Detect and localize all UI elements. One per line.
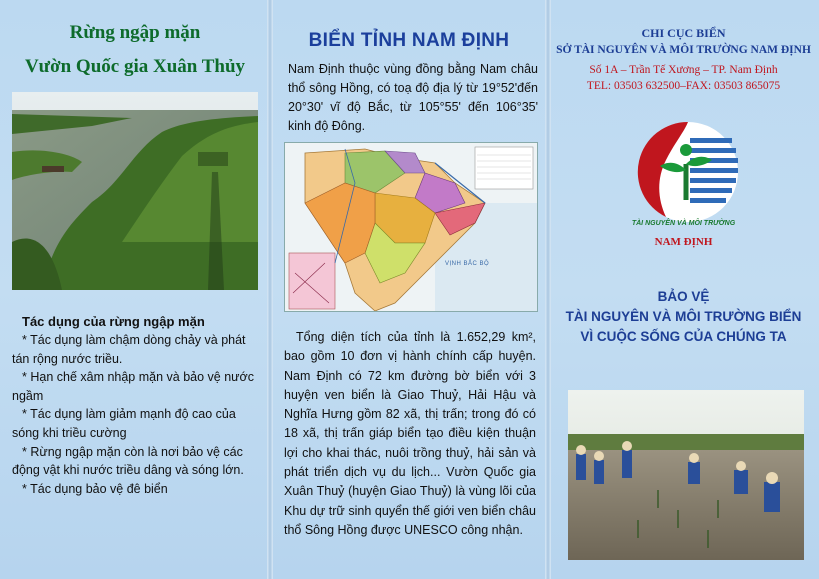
logo-caption: TÀI NGUYÊN VÀ MÔI TRƯỜNG xyxy=(631,220,736,227)
benefit-item: * Rừng ngập mặn còn là nơi bảo vệ các động vật khi nước triều dâng và sóng lớn. xyxy=(12,444,244,478)
panel1-title-line1: Rừng ngập mặn xyxy=(69,22,201,43)
province-map xyxy=(284,142,538,312)
benefit-item: * Tác dụng bảo vệ đê biển xyxy=(22,481,168,496)
org-address: Số 1A – Trần Tế Xương – TP. Nam Định xyxy=(589,64,778,76)
benefits-list xyxy=(12,331,260,498)
benefits-title: Tác dụng của rừng ngập mặn xyxy=(22,314,205,329)
panel1-title-line2: Vườn Quốc gia Xuân Thủy xyxy=(24,56,246,77)
org-name-line1: CHI CỤC BIỂN xyxy=(641,26,726,40)
slogan-line3: VÌ CUỘC SỐNG CỦA CHÚNG TA xyxy=(580,329,787,344)
slogan-line2: TÀI NGUYÊN VÀ MÔI TRƯỜNG BIỂN xyxy=(565,309,802,324)
panel-cover xyxy=(548,0,819,579)
panel-nam-dinh-sea xyxy=(270,0,548,579)
panel2-heading: BIỂN TỈNH NAM ĐỊNH xyxy=(308,30,510,51)
fold-line xyxy=(267,0,273,579)
logo-place: NAM ĐỊNH xyxy=(654,236,713,248)
benefit-item: * Hạn chế xâm nhập mặn và bảo vệ nước ngầm xyxy=(12,370,254,403)
org-name-line2: SỞ TÀI NGUYÊN VÀ MÔI TRƯỜNG NAM ĐỊNH xyxy=(556,44,811,56)
slogan-line1: BẢO VỆ xyxy=(657,289,710,304)
benefit-item: * Tác dụng làm giảm mạnh độ cao của sóng khi triều cường xyxy=(12,407,236,440)
panel2-body: Tổng diện tích của tỉnh là 1.652,29 km², bao gồm 10 đơn vị hành chính cấp huyện. Nam Định có 72 km đường bờ biển với 3 huyện ven biển là Giao Thuỷ, Hải Hậu và Nghĩa Hưng gồm 82 xã, thị trấn; trong đó có 18 xã, thị trấn giáp biển tạo điều kiện thuận lợi cho khai thác, nuôi trồng thuỷ, hải sản và phát triển dịch vụ du lịch... Vườn Quốc gia Xuân Thuỷ (huyện Giao Thuỷ) là vùng lõi của Khu dự trữ sinh quyển thế giới ven biển châu thổ Sông Hồng được UNESCO công nhận. xyxy=(284,330,536,537)
department-logo-icon xyxy=(636,120,740,224)
map-sea-label: VỊNH BẮC BỘ xyxy=(445,261,490,267)
org-phone-fax: TEL: 03503 632500–FAX: 03503 865075 xyxy=(586,80,781,92)
mangrove-planting-photo xyxy=(568,390,804,560)
slogan xyxy=(548,287,819,347)
panel2-intro: Nam Định thuộc vùng đồng bằng Nam châu thổ sông Hồng, có toạ độ địa lý từ 19°52'đến 20°30' vĩ độ Bắc, từ 105°55' đến 106°35' kinh độ Đông. xyxy=(288,62,538,133)
panel-mangrove xyxy=(0,0,270,579)
org-contact xyxy=(548,62,819,94)
benefit-item: * Tác dụng làm chậm dòng chảy và phát tán rộng nước triều. xyxy=(12,333,246,366)
fold-line xyxy=(545,0,551,579)
mangrove-aerial-photo xyxy=(12,92,258,290)
